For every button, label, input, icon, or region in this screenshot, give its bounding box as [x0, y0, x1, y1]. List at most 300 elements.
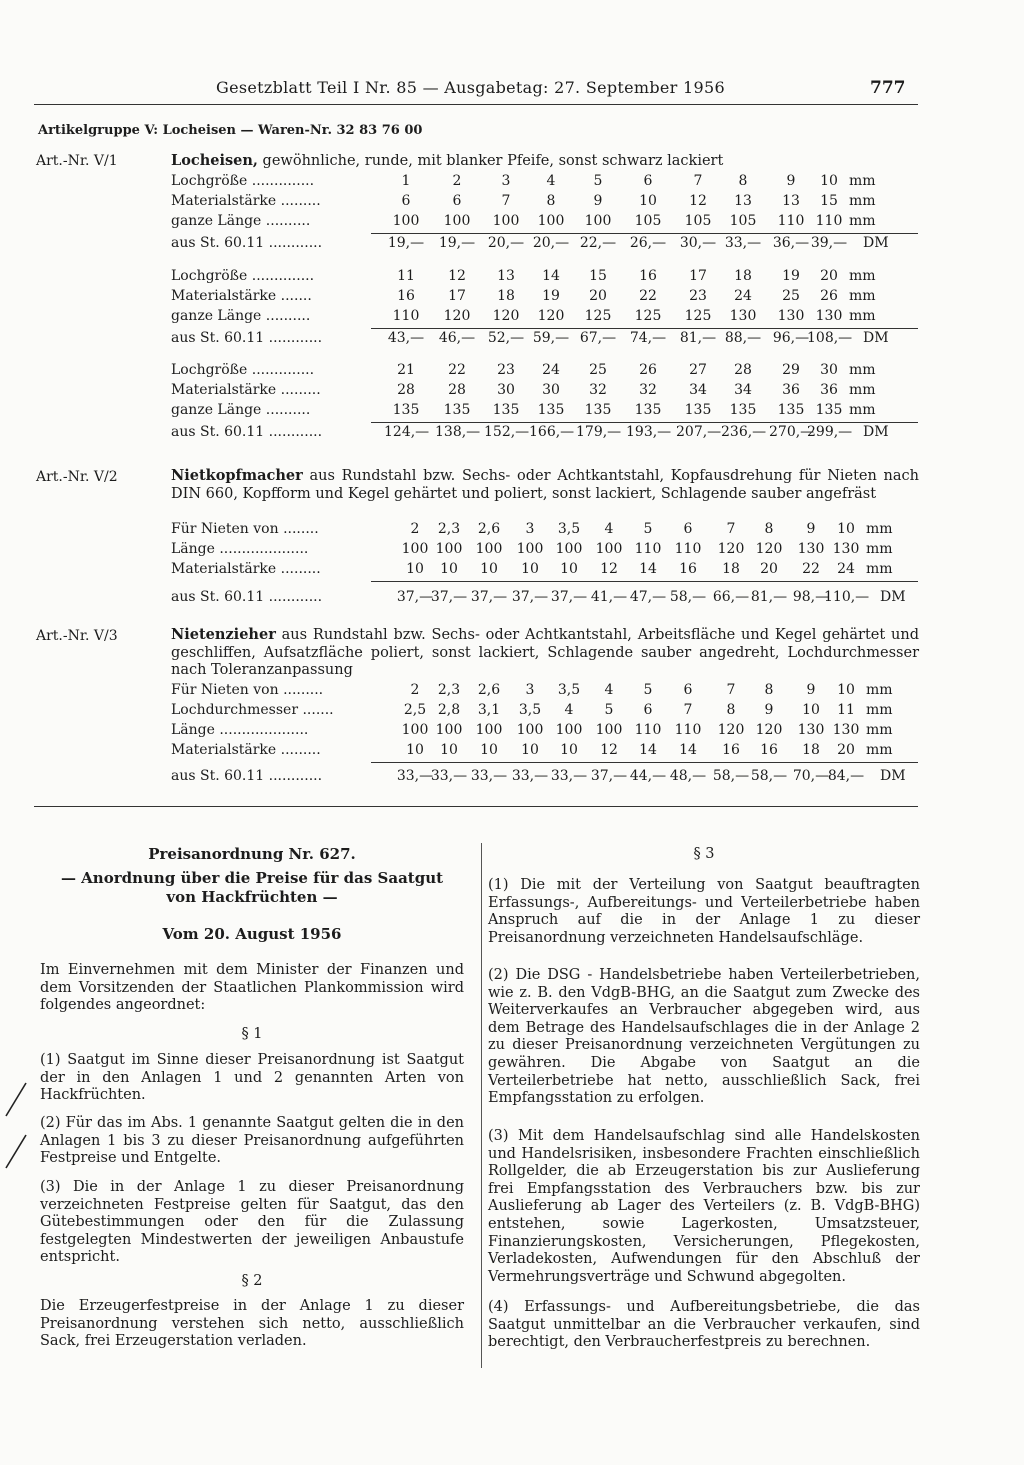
table-cell: 124,— — [384, 424, 430, 440]
table-cell: 13 — [734, 193, 752, 209]
table-cell: 100 — [537, 213, 565, 229]
table-cell: 18 — [802, 742, 820, 758]
table-cell: 33,— — [396, 768, 434, 784]
table-cell: 2 — [452, 173, 462, 189]
table-cell: 16 — [760, 742, 778, 758]
table-cell: 41,— — [590, 589, 628, 605]
table-row — [171, 722, 919, 742]
table-cell: 20 — [820, 268, 838, 284]
table-cell: 7 — [726, 521, 736, 537]
table-rule — [371, 233, 918, 234]
table-cell: 30 — [497, 382, 515, 398]
row-label: Länge .................... — [171, 722, 309, 738]
table-cell: 10 — [440, 742, 458, 758]
table-cell: 110 — [392, 308, 420, 324]
table-cell: 3,5 — [557, 682, 581, 698]
article-number: Art.-Nr. V/1 — [36, 153, 118, 169]
row-label: aus St. 60.11 ............ — [171, 235, 323, 251]
table-cell: 207,— — [676, 424, 722, 440]
section-rule — [34, 806, 918, 807]
table-cell: 12 — [448, 268, 466, 284]
table-cell: 120 — [443, 308, 471, 324]
table-row — [171, 521, 919, 541]
table-cell: 9 — [593, 193, 603, 209]
table-cell: 3,1 — [477, 702, 501, 718]
table-row — [171, 768, 919, 788]
table-cell: 19 — [782, 268, 800, 284]
table-cell: 4 — [604, 521, 614, 537]
table-cell: 20,— — [487, 235, 525, 251]
table-cell: 10 — [480, 561, 498, 577]
header-rule — [34, 104, 918, 105]
table-cell: 26 — [820, 288, 838, 304]
table-cell: 135 — [392, 402, 420, 418]
table-cell: 7 — [726, 682, 736, 698]
table-cell: 8 — [726, 702, 736, 718]
table-cell: 3,5 — [518, 702, 542, 718]
table-row — [171, 424, 919, 444]
table-cell: 2 — [410, 682, 420, 698]
unit-label: mm — [849, 213, 876, 229]
table-row — [171, 173, 919, 193]
table-cell: 135 — [684, 402, 712, 418]
table-cell: 100 — [435, 722, 463, 738]
table-cell: 32 — [589, 382, 607, 398]
row-label: Materialstärke ......... — [171, 561, 321, 577]
table-cell: 130 — [832, 722, 860, 738]
paragraph: (2) Für das im Abs. 1 genannte Saatgut gelten die in den Anlagen 1 bis 3 zu dieser Preisanordnung aufgeführten Festpreise und Entgelte. — [40, 1115, 464, 1167]
table-cell: 44,— — [629, 768, 667, 784]
table-cell: 110 — [634, 722, 662, 738]
table-cell: 19 — [542, 288, 560, 304]
table-cell: 100 — [555, 722, 583, 738]
table-cell: 30 — [542, 382, 560, 398]
table-cell: 130 — [815, 308, 843, 324]
table-cell: 125 — [584, 308, 612, 324]
table-cell: 47,— — [629, 589, 667, 605]
table-cell: 100 — [392, 213, 420, 229]
table-cell: 28 — [397, 382, 415, 398]
table-cell: 3,5 — [557, 521, 581, 537]
row-label: ganze Länge .......... — [171, 213, 311, 229]
article-name: Locheisen, — [171, 152, 258, 169]
row-label: Materialstärke ......... — [171, 382, 321, 398]
table-cell: 5 — [593, 173, 603, 189]
table-cell: 48,— — [669, 768, 707, 784]
table-cell: 110 — [815, 213, 843, 229]
table-cell: 26,— — [629, 235, 667, 251]
row-label: Materialstärke ......... — [171, 742, 321, 758]
table-cell: 1 — [401, 173, 411, 189]
table-cell: 100 — [516, 541, 544, 557]
table-cell: 58,— — [669, 589, 707, 605]
table-cell: 135 — [729, 402, 757, 418]
table-cell: 33,— — [511, 768, 549, 784]
table-cell: 12 — [600, 742, 618, 758]
section-heading: § 3 — [693, 846, 715, 862]
table-cell: 2,3 — [437, 682, 461, 698]
unit-label: DM — [863, 424, 889, 440]
row-label: Für Nieten von ........ — [171, 521, 319, 537]
table-cell: 17 — [448, 288, 466, 304]
table-cell: 100 — [475, 722, 503, 738]
table-cell: 9 — [764, 702, 774, 718]
table-cell: 13 — [497, 268, 515, 284]
table-cell: 6 — [683, 682, 693, 698]
row-label: ganze Länge .......... — [171, 402, 311, 418]
table-cell: 37,— — [396, 589, 434, 605]
table-cell: 58,— — [712, 768, 750, 784]
table-cell: 2,5 — [403, 702, 427, 718]
table-cell: 37,— — [511, 589, 549, 605]
table-cell: 120 — [717, 541, 745, 557]
table-row — [171, 402, 919, 422]
paragraph: (3) Die in der Anlage 1 zu dieser Preisanordnung verzeichneten Festpreise gelten für Saatgut, das den Gütebestimmungen oder den für die Zulassung festgelegten Mindestwerten der jeweiligen Anbaustufe entspricht. — [40, 1179, 464, 1266]
unit-label: mm — [849, 382, 876, 398]
table-cell: 11 — [837, 702, 855, 718]
unit-label: mm — [866, 722, 893, 738]
table-cell: 2 — [410, 521, 420, 537]
table-cell: 18 — [497, 288, 515, 304]
table-cell: 67,— — [579, 330, 617, 346]
table-rule — [371, 762, 918, 763]
table-row — [171, 235, 919, 255]
table-cell: 100 — [595, 722, 623, 738]
table-cell: 32 — [639, 382, 657, 398]
table-cell: 4 — [564, 702, 574, 718]
table-cell: 88,— — [724, 330, 762, 346]
table-cell: 120 — [492, 308, 520, 324]
table-cell: 24 — [542, 362, 560, 378]
table-cell: 74,— — [629, 330, 667, 346]
table-cell: 10 — [406, 742, 424, 758]
table-cell: 130 — [797, 722, 825, 738]
table-cell: 37,— — [430, 589, 468, 605]
table-cell: 100 — [475, 541, 503, 557]
table-cell: 3 — [525, 521, 535, 537]
table-cell: 6 — [683, 521, 693, 537]
table-row — [171, 682, 919, 702]
table-cell: 2,8 — [437, 702, 461, 718]
table-cell: 37,— — [470, 589, 508, 605]
table-cell: 6 — [643, 173, 653, 189]
table-cell: 20 — [760, 561, 778, 577]
paragraph: (1) Die mit der Verteilung von Saatgut beauftragten Erfassungs-, Aufbereitungs- und Verteilerbetriebe haben Anspruch auf die in der Anlage 1 zu dieser Preisanordnung verzeichneten Handelsaufschläge. — [488, 877, 920, 946]
table-cell: 4 — [546, 173, 556, 189]
table-row — [171, 382, 919, 402]
table-cell: 125 — [634, 308, 662, 324]
article-title — [171, 626, 919, 680]
table-cell: 110 — [674, 722, 702, 738]
table-cell: 43,— — [387, 330, 425, 346]
table-cell: 30,— — [679, 235, 717, 251]
table-cell: 10 — [440, 561, 458, 577]
table-cell: 7 — [693, 173, 703, 189]
table-cell: 179,— — [576, 424, 622, 440]
table-cell: 120 — [537, 308, 565, 324]
table-cell: 16 — [397, 288, 415, 304]
article-description: gewöhnliche, runde, mit blanker Pfeife, sonst schwarz lackiert — [257, 153, 724, 169]
paragraph: (3) Mit dem Handelsaufschlag sind alle Handelskosten und Handelsrisiken, insbesondere Frachten einschließlich Rollgelder, die ab Erzeugerstation bis zur Auslieferung frei Empfangsstation des Verbrauchers bzw. bis zur Auslieferung ab Lager des Verteilers (z. B. VdgB-BHG) entstehen, sowie Lagerkosten, Umsatzsteuer, Finanzierungskosten, Versicherungen, Pflegekosten, Verladekosten, Aufwendungen für den Abschluß der Vermehrungsverträge und Schwund abgegolten. — [488, 1128, 920, 1285]
table-cell: 108,— — [807, 330, 853, 346]
table-cell: 130 — [777, 308, 805, 324]
table-cell: 22 — [448, 362, 466, 378]
table-cell: 7 — [501, 193, 511, 209]
table-cell: 81,— — [679, 330, 717, 346]
paragraph: (1) Saatgut im Sinne dieser Preisanordnung ist Saatgut der in den Anlagen 1 und 2 genannten Arten von Hackfrüchten. — [40, 1052, 464, 1104]
table-cell: 2,6 — [477, 521, 501, 537]
table-rule — [371, 422, 918, 423]
table-cell: 23 — [497, 362, 515, 378]
ordinance-subtitle: von Hackfrüchten — — [166, 888, 338, 906]
table-cell: 14 — [639, 561, 657, 577]
table-cell: 10 — [639, 193, 657, 209]
table-cell: 5 — [604, 702, 614, 718]
table-cell: 16 — [722, 742, 740, 758]
table-cell: 33,— — [430, 768, 468, 784]
table-cell: 28 — [734, 362, 752, 378]
table-cell: 193,— — [626, 424, 672, 440]
row-label: Für Nieten von ......... — [171, 682, 324, 698]
table-cell: 10 — [837, 682, 855, 698]
row-label: Materialstärke ....... — [171, 288, 312, 304]
table-cell: 59,— — [532, 330, 570, 346]
table-row — [171, 541, 919, 561]
table-cell: 120 — [755, 722, 783, 738]
table-cell: 33,— — [550, 768, 588, 784]
unit-label: mm — [849, 268, 876, 284]
table-cell: 26 — [639, 362, 657, 378]
paragraph: Die Erzeugerfestpreise in der Anlage 1 zu dieser Preisanordnung verstehen sich netto, ausschließlich Sack, frei Erzeugerstation verladen. — [40, 1298, 464, 1350]
ordinance-subtitle: — Anordnung über die Preise für das Saatgut — [60, 869, 444, 887]
table-cell: 120 — [755, 541, 783, 557]
table-cell: 105 — [729, 213, 757, 229]
row-label: Lochgröße .............. — [171, 173, 315, 189]
table-cell: 10 — [802, 702, 820, 718]
group-title: Artikelgruppe V: Locheisen — Waren-Nr. 32 83 76 00 — [38, 123, 423, 138]
table-cell: 130 — [729, 308, 757, 324]
section-heading: § 2 — [241, 1273, 263, 1289]
table-cell: 46,— — [438, 330, 476, 346]
unit-label: DM — [863, 330, 889, 346]
table-cell: 135 — [634, 402, 662, 418]
table-cell: 100 — [435, 541, 463, 557]
article-name: Nietkopfmacher — [171, 467, 303, 484]
table-cell: 66,— — [712, 589, 750, 605]
table-cell: 8 — [738, 173, 748, 189]
table-cell: 110 — [777, 213, 805, 229]
table-cell: 22 — [802, 561, 820, 577]
table-cell: 5 — [643, 682, 653, 698]
table-cell: 10 — [820, 173, 838, 189]
table-cell: 125 — [684, 308, 712, 324]
table-cell: 29 — [782, 362, 800, 378]
unit-label: mm — [849, 193, 876, 209]
table-row — [171, 362, 919, 382]
table-cell: 8 — [764, 521, 774, 537]
row-label: Länge .................... — [171, 541, 309, 557]
table-cell: 100 — [401, 722, 429, 738]
row-label: aus St. 60.11 ............ — [171, 330, 323, 346]
unit-label: mm — [866, 541, 893, 557]
article-name: Nietenzieher — [171, 626, 276, 643]
table-cell: 14 — [639, 742, 657, 758]
table-cell: 110 — [634, 541, 662, 557]
unit-label: mm — [866, 521, 893, 537]
table-cell: 10 — [480, 742, 498, 758]
unit-label: mm — [849, 173, 876, 189]
table-cell: 30 — [820, 362, 838, 378]
table-cell: 8 — [546, 193, 556, 209]
table-cell: 34 — [734, 382, 752, 398]
ordinance-date: Vom 20. August 1956 — [162, 925, 342, 943]
table-cell: 8 — [764, 682, 774, 698]
table-cell: 4 — [604, 682, 614, 698]
table-cell: 135 — [443, 402, 471, 418]
table-row — [171, 330, 919, 350]
table-cell: 81,— — [750, 589, 788, 605]
table-cell: 24 — [734, 288, 752, 304]
table-cell: 135 — [492, 402, 520, 418]
table-row — [171, 193, 919, 213]
row-label: aus St. 60.11 ............ — [171, 768, 323, 784]
table-cell: 10 — [521, 742, 539, 758]
table-cell: 19,— — [387, 235, 425, 251]
table-row — [171, 288, 919, 308]
table-cell: 105 — [684, 213, 712, 229]
table-cell: 36 — [782, 382, 800, 398]
table-cell: 9 — [786, 173, 796, 189]
ordinance-title: Preisanordnung Nr. 627. — [148, 845, 356, 863]
table-cell: 58,— — [750, 768, 788, 784]
table-cell: 100 — [443, 213, 471, 229]
unit-label: DM — [880, 768, 906, 784]
article-description: aus Rundstahl bzw. Sechs- oder Achtkantstahl, Kopfausdrehung für Nieten nach DIN 660, Kopfform und Kegel gehärtet und poliert, sonst lackiert, Schlagende sauber angefräst — [171, 468, 919, 502]
table-cell: 236,— — [721, 424, 767, 440]
table-cell: 20 — [589, 288, 607, 304]
table-row — [171, 561, 919, 581]
table-cell: 14 — [542, 268, 560, 284]
table-cell: 14 — [679, 742, 697, 758]
table-cell: 84,— — [827, 768, 865, 784]
running-title: Gesetzblatt Teil I Nr. 85 — Ausgabetag: 27. September 1956 — [216, 78, 725, 97]
margin-pen-mark — [4, 1132, 28, 1172]
table-cell: 13 — [782, 193, 800, 209]
row-label: Lochdurchmesser ....... — [171, 702, 334, 718]
table-cell: 152,— — [484, 424, 530, 440]
table-cell: 138,— — [435, 424, 481, 440]
table-cell: 34 — [689, 382, 707, 398]
unit-label: mm — [849, 308, 876, 324]
table-cell: 39,— — [810, 235, 848, 251]
table-cell: 110,— — [824, 589, 870, 605]
table-cell: 25 — [782, 288, 800, 304]
unit-label: mm — [849, 402, 876, 418]
table-cell: 105 — [634, 213, 662, 229]
table-cell: 33,— — [470, 768, 508, 784]
paragraph: (4) Erfassungs- und Aufbereitungsbetriebe, die das Saatgut unmittelbar an die Verbraucher verkaufen, sind berechtigt, den Verbraucherfestpreis zu berechnen. — [488, 1299, 920, 1351]
row-label: ganze Länge .......... — [171, 308, 311, 324]
article-number: Art.-Nr. V/2 — [36, 469, 118, 485]
table-cell: 12 — [600, 561, 618, 577]
table-cell: 120 — [717, 722, 745, 738]
column-divider — [481, 843, 482, 1368]
table-cell: 5 — [643, 521, 653, 537]
unit-label: DM — [880, 589, 906, 605]
table-cell: 12 — [689, 193, 707, 209]
table-cell: 21 — [397, 362, 415, 378]
table-row — [171, 742, 919, 762]
table-cell: 110 — [674, 541, 702, 557]
table-cell: 28 — [448, 382, 466, 398]
table-cell: 98,— — [792, 589, 830, 605]
table-cell: 10 — [560, 742, 578, 758]
table-cell: 6 — [643, 702, 653, 718]
table-cell: 23 — [689, 288, 707, 304]
table-cell: 135 — [584, 402, 612, 418]
margin-pen-mark — [4, 1080, 28, 1120]
table-cell: 2,3 — [437, 521, 461, 537]
table-cell: 100 — [401, 541, 429, 557]
preamble: Im Einvernehmen mit dem Minister der Finanzen und dem Vorsitzenden der Staatlichen Plankommission wird folgendes angeordnet: — [40, 962, 464, 1014]
table-rule — [371, 328, 918, 329]
table-row — [171, 702, 919, 722]
table-cell: 10 — [521, 561, 539, 577]
table-cell: 52,— — [487, 330, 525, 346]
unit-label: mm — [866, 742, 893, 758]
unit-label: mm — [866, 561, 893, 577]
table-cell: 100 — [555, 541, 583, 557]
table-cell: 20,— — [532, 235, 570, 251]
table-cell: 100 — [492, 213, 520, 229]
table-cell: 16 — [639, 268, 657, 284]
table-cell: 37,— — [590, 768, 628, 784]
table-rule — [371, 581, 918, 582]
row-label: Lochgröße .............. — [171, 268, 315, 284]
table-cell: 2,6 — [477, 682, 501, 698]
unit-label: DM — [863, 235, 889, 251]
table-cell: 25 — [589, 362, 607, 378]
table-cell: 6 — [401, 193, 411, 209]
paragraph: (2) Die DSG - Handelsbetriebe haben Verteilerbetrieben, wie z. B. den VdgB-BHG, an die Saatgut zum Zwecke des Weiterverkaufes an Verbraucher abgegeben wird, aus dem Betrage des Handelsaufschlages die in der Anlage 2 zu dieser Preisanordnung verzeichneten Vergütungen zu gewähren. Die Abgabe von Saatgut an die Verteilerbetriebe hat netto, ausschließlich Sack, frei Empfangsstation zu erfolgen. — [488, 967, 920, 1107]
unit-label: mm — [849, 288, 876, 304]
table-cell: 3 — [525, 682, 535, 698]
row-label: Materialstärke ......... — [171, 193, 321, 209]
table-row — [171, 213, 919, 233]
table-cell: 299,— — [807, 424, 853, 440]
article-description: aus Rundstahl bzw. Sechs- oder Achtkantstahl, Arbeitsfläche und Kegel gehärtet und geschliffen, Aufsatzfläche poliert, sonst lackiert, Schlagende sauber angedreht, Lochdurchmesser nach Toleranzanpassung — [171, 627, 919, 678]
table-row — [171, 308, 919, 328]
table-cell: 7 — [683, 702, 693, 718]
table-cell: 100 — [584, 213, 612, 229]
table-cell: 15 — [820, 193, 838, 209]
table-cell: 19,— — [438, 235, 476, 251]
unit-label: mm — [866, 702, 893, 718]
table-cell: 96,— — [772, 330, 810, 346]
table-cell: 24 — [837, 561, 855, 577]
table-cell: 15 — [589, 268, 607, 284]
table-cell: 130 — [797, 541, 825, 557]
row-label: Lochgröße .............. — [171, 362, 315, 378]
article-number: Art.-Nr. V/3 — [36, 628, 118, 644]
table-cell: 100 — [595, 541, 623, 557]
table-cell: 37,— — [550, 589, 588, 605]
table-cell: 22,— — [579, 235, 617, 251]
page-number: 777 — [870, 78, 906, 98]
table-cell: 36 — [820, 382, 838, 398]
table-cell: 9 — [806, 521, 816, 537]
row-label: aus St. 60.11 ............ — [171, 589, 323, 605]
